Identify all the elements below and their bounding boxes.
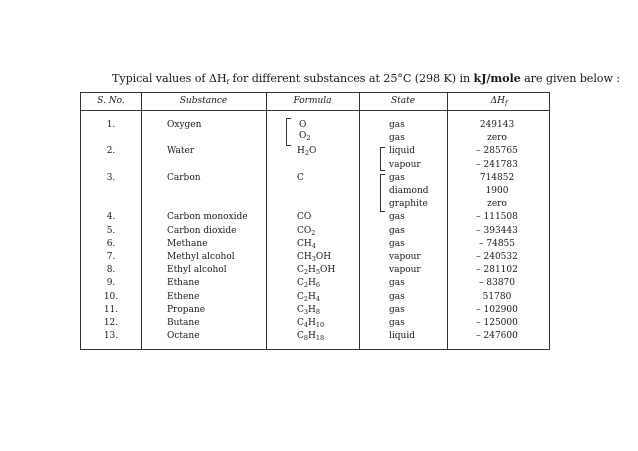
formula-element: C	[297, 291, 304, 302]
row-formula	[297, 318, 324, 329]
enthalpy-table	[80, 92, 550, 350]
row-substance: Methane	[167, 238, 208, 249]
carbon-bracket	[380, 174, 385, 212]
row-state: vapour	[389, 265, 421, 276]
row-state: gas	[389, 225, 405, 236]
row-delta-h: – 247600	[476, 331, 518, 342]
formula-subscript: 3	[311, 255, 316, 263]
formula-element: C	[297, 172, 304, 183]
row-delta-h: – 240532	[476, 252, 518, 262]
row-substance: Carbon	[167, 172, 201, 183]
formula-element: H	[308, 291, 316, 302]
row-delta-h: 51780	[482, 291, 512, 302]
row-formula	[297, 305, 320, 316]
formula-subscript: 3	[303, 307, 309, 316]
water-bracket	[380, 147, 385, 171]
formula-element: H	[308, 265, 316, 276]
row-substance: Butane	[167, 318, 200, 328]
formula-element: H	[308, 318, 316, 328]
row-substance: Ethyl alcohol	[167, 265, 227, 276]
formula-subscript: 6	[315, 281, 321, 290]
row-substance: Carbon dioxide	[167, 225, 237, 236]
formula-element: CH	[297, 252, 312, 262]
row-formula	[299, 120, 306, 131]
row-sno: 5.	[106, 225, 116, 236]
row-delta-h: 1900	[485, 186, 509, 196]
formula-subscript: 18	[315, 334, 325, 343]
row-sno: 8.	[106, 265, 116, 276]
column-divider	[359, 93, 360, 349]
row-state: gas	[389, 120, 405, 130]
row-formula	[297, 226, 315, 237]
row-sno: 12.	[103, 318, 119, 328]
formula-subscript: 8	[315, 307, 321, 316]
row-state: liquid	[389, 146, 415, 157]
header-substance: Substance	[179, 96, 228, 106]
formula-element: OH	[315, 252, 332, 262]
row-sno: 7.	[106, 252, 116, 262]
row-delta-h: – 111508	[476, 212, 518, 223]
row-substance: Octane	[167, 331, 200, 342]
row-delta-h: – 74855	[479, 238, 515, 249]
row-state: diamond	[389, 186, 429, 196]
row-formula	[297, 278, 320, 289]
row-formula	[297, 252, 331, 263]
table-caption	[112, 71, 621, 86]
formula-subscript: 2	[303, 268, 309, 277]
row-sno: 11.	[103, 304, 119, 315]
row-formula	[297, 239, 316, 250]
row-state: gas	[389, 304, 405, 315]
formula-subscript: 4	[303, 321, 309, 329]
formula-element: C	[297, 331, 304, 342]
formula-element: C	[297, 318, 304, 328]
header-state: State	[390, 96, 416, 106]
formula-element: C	[297, 304, 304, 315]
row-state: graphite	[389, 199, 428, 210]
row-formula	[297, 265, 335, 276]
row-state: gas	[389, 278, 405, 289]
formula-element: C	[297, 278, 304, 289]
row-state: gas	[389, 318, 405, 328]
formula-element: H	[308, 278, 316, 289]
formula-subscript: 4	[311, 241, 316, 250]
row-delta-h: – 281102	[476, 265, 518, 276]
row-delta-h: 249143	[479, 120, 515, 130]
row-substance: Ethene	[167, 291, 200, 302]
row-sno: 4.	[106, 212, 116, 223]
row-sno: 6.	[106, 238, 116, 249]
column-divider	[447, 93, 448, 349]
row-substance: Oxygen	[167, 120, 202, 130]
formula-element: H	[297, 146, 305, 157]
row-state: vapour	[389, 252, 421, 262]
formula-element: O	[309, 146, 317, 157]
formula-subscript: 8	[303, 334, 309, 343]
formula-subscript: 4	[315, 294, 321, 303]
formula-element: O	[299, 120, 307, 130]
row-delta-h: – 241783	[476, 159, 518, 170]
caption-text-end: are given below :	[520, 72, 621, 85]
formula-element: O	[299, 131, 307, 142]
formula-element: H	[308, 304, 316, 315]
header-delta-h-subscript: f	[504, 99, 508, 107]
caption-unit: kJ/mole	[473, 71, 521, 85]
formula-element: OH	[320, 265, 336, 276]
header-delta-h	[447, 96, 551, 106]
header-sno: S. No.	[97, 96, 125, 106]
row-formula	[297, 292, 320, 303]
formula-element: C	[297, 265, 304, 276]
row-substance: Methyl alcohol	[167, 252, 235, 262]
row-formula	[297, 173, 304, 184]
oxygen-bracket	[286, 118, 291, 146]
formula-element: H	[308, 331, 316, 342]
caption-subscript: f	[226, 78, 229, 86]
row-sno: 10.	[103, 291, 119, 302]
formula-subscript: 2	[306, 134, 311, 143]
formula-subscript: 2	[304, 149, 309, 158]
row-delta-h: – 393443	[476, 225, 518, 236]
row-state: vapour	[389, 159, 421, 170]
row-formula	[297, 212, 311, 223]
row-delta-h: – 102900	[476, 304, 518, 315]
row-substance: Water	[167, 146, 195, 157]
formula-element: CO	[297, 225, 312, 236]
row-state: gas	[389, 291, 405, 302]
header-divider	[81, 110, 549, 111]
row-delta-h: zero	[487, 133, 507, 144]
row-delta-h: zero	[487, 199, 507, 210]
row-formula	[297, 146, 316, 157]
caption-text-start: Typical values of ΔH	[112, 72, 227, 85]
row-sno: 9.	[106, 278, 116, 289]
row-sno: 3.	[106, 172, 116, 183]
header-formula: Formula	[293, 96, 332, 106]
column-divider	[266, 93, 267, 349]
row-sno: 13.	[103, 331, 119, 342]
row-formula	[299, 131, 311, 142]
row-state: gas	[389, 133, 405, 144]
formula-element: CO	[297, 212, 312, 223]
formula-subscript: 2	[303, 294, 309, 303]
row-state: gas	[389, 238, 405, 249]
row-substance: Ethane	[167, 278, 200, 289]
row-formula	[297, 331, 324, 342]
column-divider	[141, 93, 142, 349]
caption-text-middle: for different substances at 25°C (298 K) in	[228, 72, 474, 85]
row-delta-h: – 285765	[476, 146, 518, 157]
row-delta-h: 714852	[479, 172, 515, 183]
row-delta-h: – 83870	[479, 278, 515, 289]
formula-element: CH	[297, 238, 312, 249]
row-substance: Propane	[167, 304, 206, 315]
formula-subscript: 5	[315, 268, 321, 277]
row-delta-h: – 125000	[476, 318, 518, 328]
row-sno: 2.	[106, 146, 116, 157]
row-state: liquid	[389, 331, 415, 342]
row-state: gas	[389, 212, 405, 223]
formula-subscript: 2	[303, 281, 309, 290]
formula-subscript: 2	[311, 228, 316, 237]
header-delta-h-text: ΔH	[490, 96, 505, 106]
row-substance: Carbon monoxide	[167, 212, 248, 223]
row-state: gas	[389, 172, 405, 183]
formula-subscript: 10	[315, 321, 325, 329]
row-sno: 1.	[106, 120, 116, 130]
